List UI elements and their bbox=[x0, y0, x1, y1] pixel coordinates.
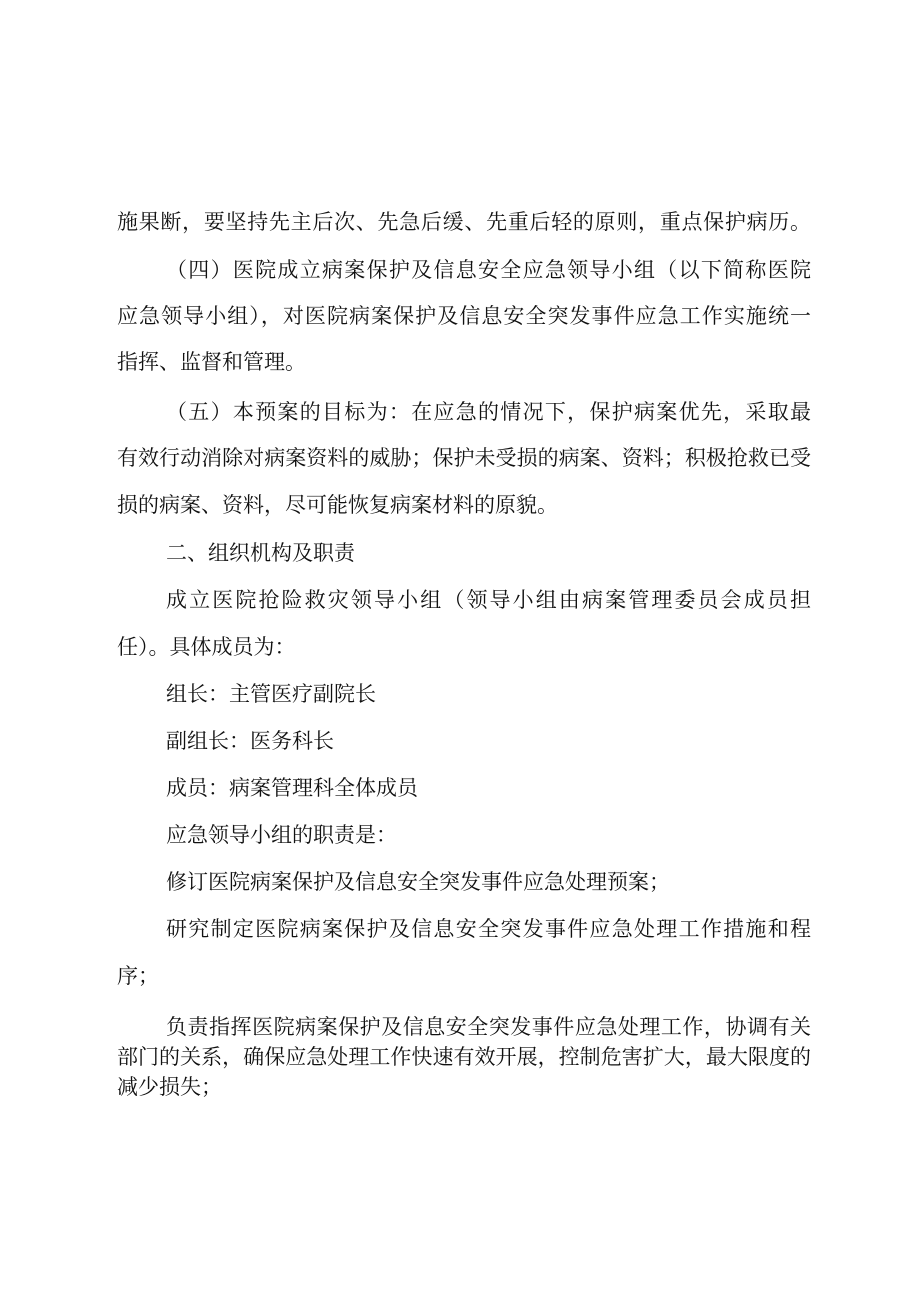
text-line: 损的病案、资料，尽可能恢复病案材料的原貌。 bbox=[117, 493, 558, 517]
text-line: 应急领导小组的职责是： bbox=[166, 823, 397, 847]
text-line: （四）医院成立病案保护及信息安全应急领导小组（以下简称医院 bbox=[166, 258, 811, 282]
text-line: 应急领导小组），对医院病案保护及信息安全突发事件应急工作实施统一 bbox=[117, 304, 811, 328]
text-line: 指挥、监督和管理。 bbox=[117, 350, 306, 374]
text-line: 成员：病案管理科全体成员 bbox=[166, 776, 418, 800]
text-line: 修订医院病案保护及信息安全突发事件应急处理预案； bbox=[166, 870, 670, 894]
text-line: 研究制定医院病案保护及信息安全突发事件应急处理工作措施和程 bbox=[166, 917, 811, 941]
last-paragraph: 负责指挥医院病案保护及信息安全突发事件应急处理工作，协调有关部门的关系，确保应急处理工作快速有效开展，控制危害扩大，最大限度的减少损失； bbox=[117, 1015, 811, 1099]
text-line: 任）。具体成员为： bbox=[117, 635, 296, 659]
text-line: 组长：主管医疗副院长 bbox=[166, 682, 376, 706]
text-line: 序； bbox=[117, 964, 159, 988]
text-line: （五）本预案的目标为：在应急的情况下，保护病案优先，采取最 bbox=[166, 400, 811, 424]
text-line: 副组长：医务科长 bbox=[166, 729, 334, 753]
section-heading: 二、组织机构及职责 bbox=[166, 541, 355, 565]
text-line: 有效行动消除对病案资料的威胁；保护未受损的病案、资料；积极抢救已受 bbox=[117, 446, 811, 470]
text-line: 施果断，要坚持先主后次、先急后缓、先重后轻的原则，重点保护病历。 bbox=[117, 210, 811, 234]
text-line: 成立医院抢险救灾领导小组（领导小组由病案管理委员会成员担 bbox=[166, 588, 811, 612]
